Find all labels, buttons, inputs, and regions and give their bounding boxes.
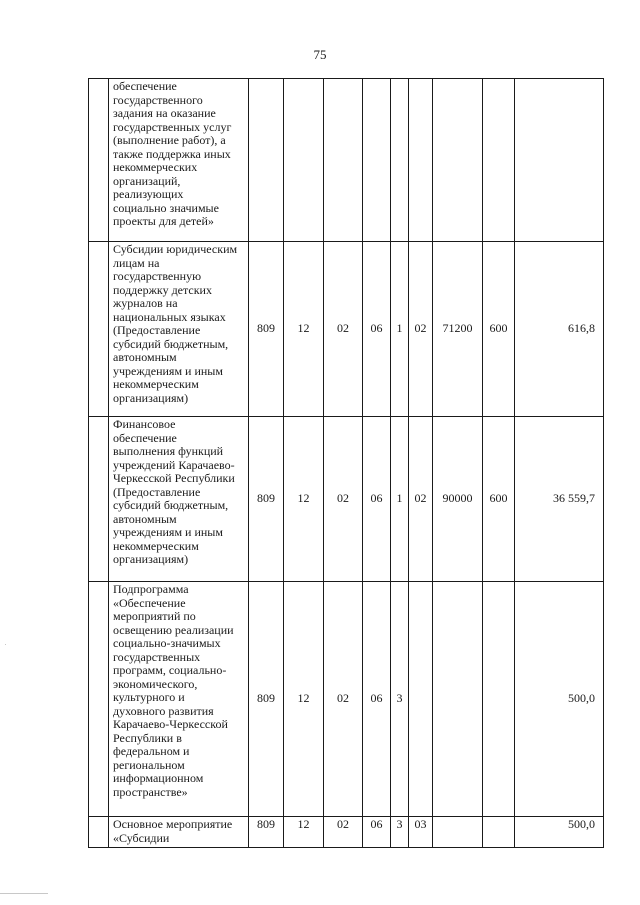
index-cell [89, 817, 109, 848]
program-code [363, 79, 391, 242]
amount-cell: 616,8 [515, 242, 604, 417]
ministry-code: 809 [249, 242, 284, 417]
expense-type-code: 600 [483, 242, 515, 417]
table-row [89, 817, 604, 848]
amount-cell [515, 79, 604, 242]
page-number: 75 [313, 47, 327, 62]
activity-code: 03 [409, 817, 433, 848]
activity-code: 02 [409, 242, 433, 417]
amount-cell: 36 559,7 [515, 417, 604, 582]
activity-code [409, 582, 433, 817]
expense-type-code [483, 582, 515, 817]
activity-code [409, 79, 433, 242]
program-code: 06 [363, 242, 391, 417]
ministry-code: 809 [249, 582, 284, 817]
direction-code [433, 79, 483, 242]
activity-code: 02 [409, 417, 433, 582]
section-code: 12 [284, 582, 324, 817]
amount-cell: 500,0 [515, 817, 604, 848]
table-row [89, 79, 604, 242]
item-name: Субсидии юридическим лицам на государственную поддержку детских журналов на национальных языках (Предоставление субсидий бюджетным, автономным учреждениям и иным некоммерческим организациям) [109, 242, 249, 417]
subsection-code [324, 79, 363, 242]
subprogram-code: 3 [391, 817, 409, 848]
subprogram-code: 1 [391, 417, 409, 582]
index-cell [89, 582, 109, 817]
index-cell [89, 79, 109, 242]
budget-table [88, 78, 604, 848]
section-code: 12 [284, 417, 324, 582]
scan-artifact-dot [5, 644, 6, 645]
subsection-code: 02 [324, 817, 363, 848]
section-code: 12 [284, 242, 324, 417]
section-code [284, 79, 324, 242]
direction-code [433, 817, 483, 848]
subprogram-code: 1 [391, 242, 409, 417]
index-cell [89, 417, 109, 582]
subprogram-code: 3 [391, 582, 409, 817]
program-code: 06 [363, 817, 391, 848]
item-name: Подпрограмма «Обеспечение мероприятий по освещению реализации социально-значимых государственных программ, социально- экономического, культурного и духовного развития Карачаево-Черкесской Республики в федеральном и региональном информационном пространстве» [109, 582, 249, 817]
direction-code: 90000 [433, 417, 483, 582]
subsection-code: 02 [324, 582, 363, 817]
ministry-code: 809 [249, 817, 284, 848]
direction-code [433, 582, 483, 817]
index-cell [89, 242, 109, 417]
amount-cell: 500,0 [515, 582, 604, 817]
program-code: 06 [363, 582, 391, 817]
table-row [89, 242, 604, 417]
scan-artifact-line [0, 893, 48, 894]
item-name: Основное мероприятие «Субсидии [109, 817, 249, 848]
section-code: 12 [284, 817, 324, 848]
item-name: обеспечение государственного задания на оказание государственных услуг (выполнение работ), а также поддержка иных некоммерческих организаций, реализующих социально значимые проекты для детей» [109, 79, 249, 242]
expense-type-code [483, 817, 515, 848]
ministry-code [249, 79, 284, 242]
subprogram-code [391, 79, 409, 242]
expense-type-code [483, 79, 515, 242]
table-row [89, 582, 604, 817]
table-row [89, 417, 604, 582]
expense-type-code: 600 [483, 417, 515, 582]
ministry-code: 809 [249, 417, 284, 582]
direction-code: 71200 [433, 242, 483, 417]
program-code: 06 [363, 417, 391, 582]
item-name: Финансовое обеспечение выполнения функций учреждений Карачаево- Черкесской Республики (Предоставление субсидий бюджетным, автономным учреждениям и иным некоммерческим организациям) [109, 417, 249, 582]
subsection-code: 02 [324, 242, 363, 417]
subsection-code: 02 [324, 417, 363, 582]
